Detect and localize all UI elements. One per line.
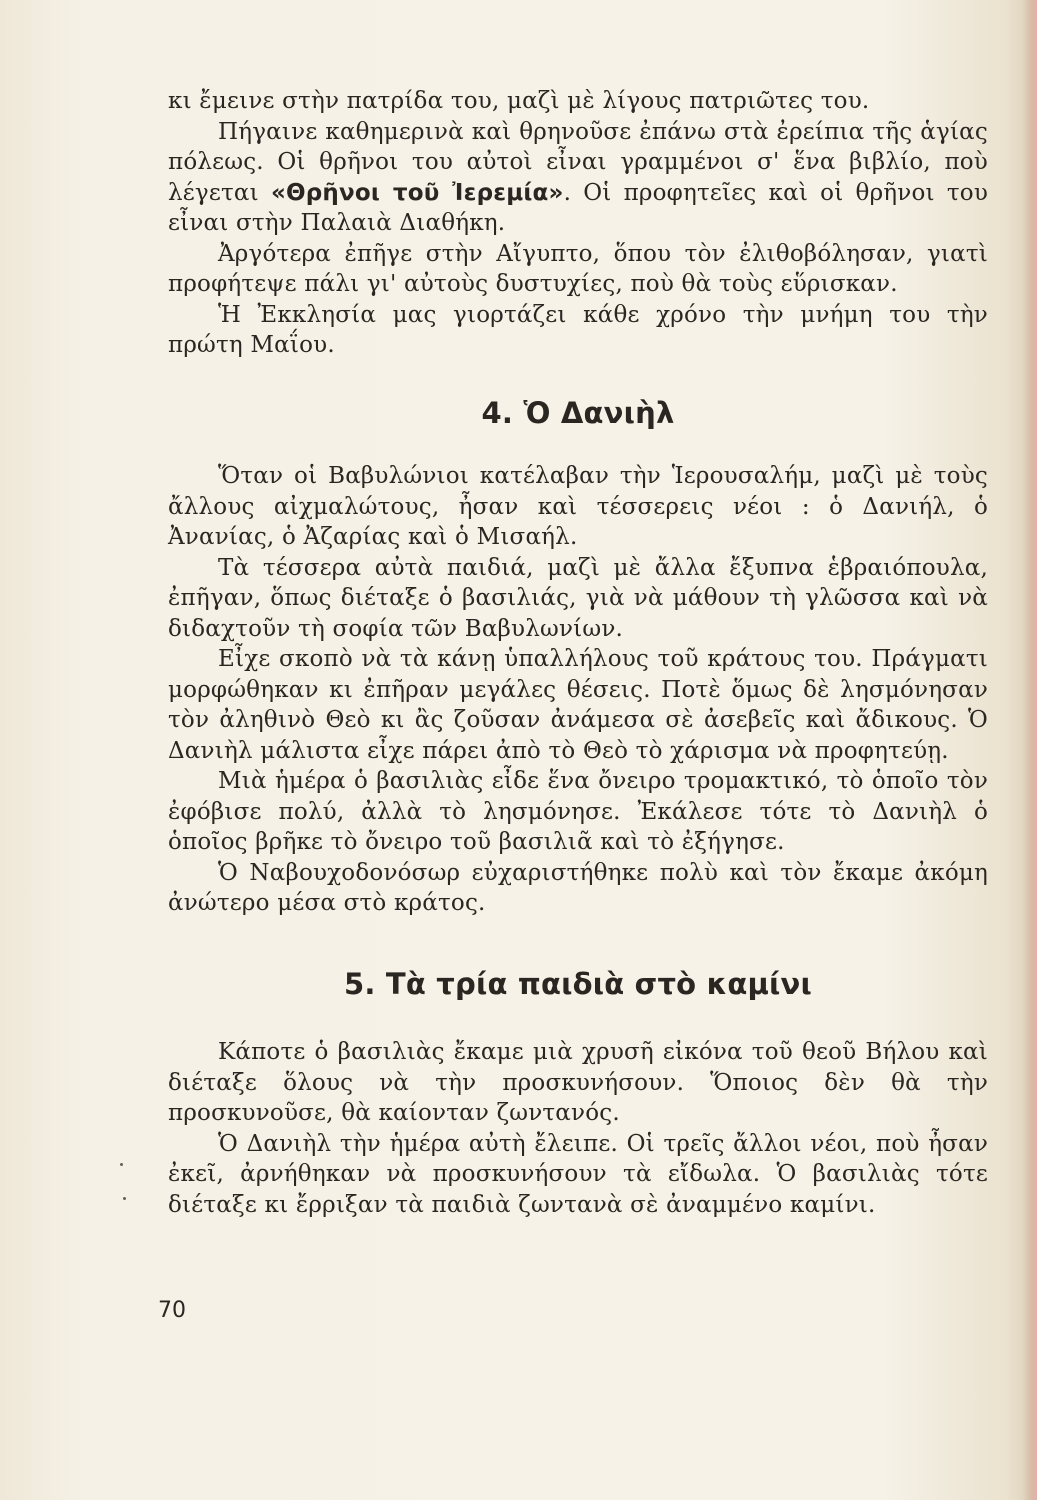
intro-paragraph-3: Ἀργότερα ἐπῆγε στὴν Αἴγυπτο, ὅπου τὸν ἐλιθοβόλησαν, γιατὶ προφήτεψε πάλι γι' αὐτοὺς δυστυχίες, ποὺ θὰ τοὺς εὕρισκαν. bbox=[168, 240, 988, 297]
print-fleck bbox=[120, 1163, 123, 1166]
book-title: «Θρῆνοι τοῦ Ἰερεμία» bbox=[270, 179, 564, 206]
intro-continuation bbox=[168, 86, 988, 361]
intro-line-1: κι ἔμεινε στὴν πατρίδα του, μαζὶ μὲ λίγους πατριῶτες του. bbox=[168, 88, 870, 114]
section-4-paragraph: Τὰ τέσσερα αὐτὰ παιδιά, μαζὶ μὲ ἄλλα ἔξυπνα ἑβραιόπουλα, ἐπῆγαν, ὅπως διέταξε ὁ βασιλιάς, γιὰ νὰ μάθουν τὴ γλῶσσα καὶ νὰ διδαχτοῦν τὴ σοφία τῶν Βαβυλωνίων. bbox=[168, 554, 988, 642]
intro-p2-c: . Οἱ προφητεῖες καὶ οἱ θρῆνοι του εἶναι στὴν Παλαιὰ Διαθήκη. bbox=[168, 179, 989, 236]
section-4-paragraph: Ὅταν οἱ Βαβυλώνιοι κατέλαβαν τὴν Ἱερουσαλήμ, μαζὶ μὲ τοὺς ἄλλους αἰχμαλώτους, ἦσαν καὶ τέσσερεις νέοι : ὁ Δανιήλ, ὁ Ἀνανίας, ὁ Ἀζαρίας καὶ ὁ Μισαήλ. bbox=[168, 463, 988, 550]
intro-paragraph-2 bbox=[168, 117, 988, 239]
print-fleck bbox=[123, 1197, 126, 1200]
section-4-paragraph: Εἶχε σκοπὸ νὰ τὰ κάνῃ ὑπαλλήλους τοῦ κράτους του. Πράγματι μορφώθηκαν κι ἐπῆραν μεγάλες θέσεις. Ποτὲ ὅμως δὲ λησμόνησαν τὸν ἀληθινὸ Θεὸ κι ἂς ζοῦσαν ἀνάμεσα σὲ ἀσεβεῖς καὶ ἄδικους. Ὁ Δανιὴλ μάλιστα εἶχε πάρει ἀπὸ τὸ Θεὸ τὸ χάρισμα νὰ προφητεύῃ. bbox=[168, 646, 988, 764]
section-4-paragraph: Μιὰ ἡμέρα ὁ βασιλιὰς εἶδε ἕνα ὄνειρο τρομακτικό, τὸ ὁποῖο τὸν ἐφόβισε πολύ, ἀλλὰ τὸ λησμόνησε. Ἐκάλεσε τότε τὸ Δανιὴλ ὁ ὁποῖος βρῆκε τὸ ὄνειρο τοῦ βασιλιᾶ καὶ τὸ ἐξήγησε. bbox=[168, 768, 988, 855]
section-4-heading: 4. Ὁ Δανιὴλ bbox=[481, 395, 675, 430]
section-5-heading: 5. Τὰ τρία παιδιὰ στὸ καμίνι bbox=[343, 966, 812, 1001]
page-edge bbox=[1023, 0, 1037, 1500]
intro-p2-a: Πήγαινε καθημερινὰ καὶ θρηνοῦσε ἐπάνω στὰ ἐρείπια τῆς ἁγίας πόλεως. Οἱ θρῆνοι του αὐτοὶ εἶναι γραμμένοι σ' ἕνα βιβλίο, ποὺ λέγεται bbox=[168, 118, 988, 206]
section-5-body bbox=[168, 1037, 988, 1220]
page-text bbox=[168, 86, 988, 1220]
intro-paragraph-4: Ἡ Ἐκκλησία μας γιορτάζει κάθε χρόνο τὴν μνήμη του τὴν πρώτη Μαΐου. bbox=[168, 301, 988, 358]
section-4-body bbox=[168, 461, 988, 919]
section-4-paragraph: Ὁ Ναβουχοδονόσωρ εὐχαριστήθηκε πολὺ καὶ τὸν ἔκαμε ἀκόμη ἀνώτερο μέσα στὸ κράτος. bbox=[168, 859, 988, 916]
section-5-paragraph: Ὁ Δανιὴλ τὴν ἡμέρα αὐτὴ ἔλειπε. Οἱ τρεῖς ἄλλοι νέοι, ποὺ ἦσαν ἐκεῖ, ἀρνήθηκαν νὰ προσκυνήσουν τὰ εἴδωλα. Ὁ βασιλιὰς τότε διέταξε κι ἔρριξαν τὰ παιδιὰ ζωντανὰ σὲ ἀναμμένο καμίνι. bbox=[168, 1130, 988, 1218]
page-number: 70 bbox=[158, 1298, 186, 1323]
section-5-paragraph: Κάποτε ὁ βασιλιὰς ἔκαμε μιὰ χρυσῆ εἰκόνα τοῦ θεοῦ Βήλου καὶ διέταξε ὅλους νὰ τὴν προσκυνήσουν. Ὅποιος δὲν θὰ τὴν προσκυνοῦσε, θὰ καίονταν ζωντανός. bbox=[168, 1039, 988, 1126]
